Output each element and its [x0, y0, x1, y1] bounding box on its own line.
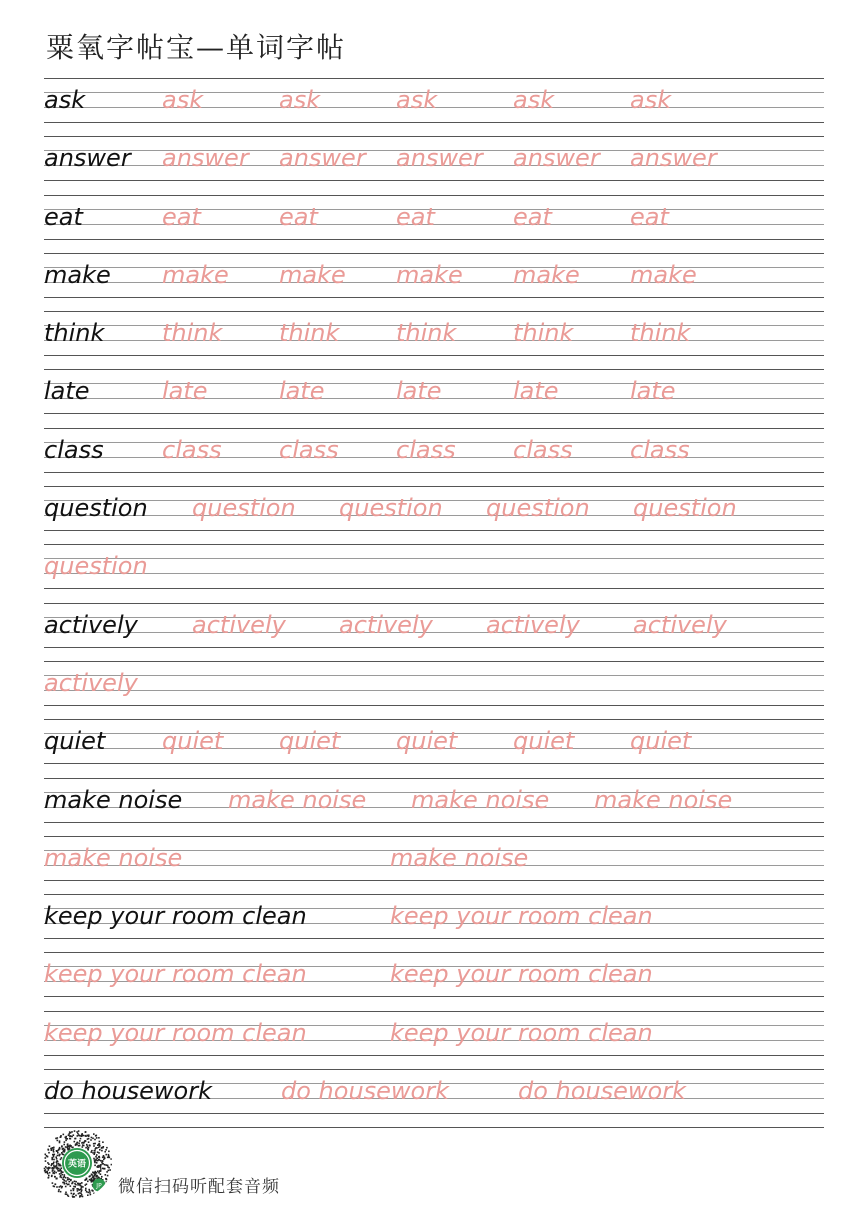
- model-word: answer: [44, 144, 131, 173]
- practice-row: [44, 136, 824, 194]
- model-word: actively: [44, 610, 138, 639]
- practice-row: [44, 719, 824, 777]
- trace-word: think: [396, 319, 457, 348]
- ruled-line: [44, 705, 824, 706]
- qr-code-icon[interactable]: [42, 1128, 112, 1198]
- trace-word: actively: [44, 668, 138, 697]
- trace-word: actively: [633, 610, 727, 639]
- trace-word: make noise: [390, 843, 529, 872]
- trace-word: quiet: [162, 727, 224, 756]
- ruled-line: [44, 938, 824, 939]
- ruled-line: [44, 195, 824, 196]
- trace-word: ask: [630, 86, 672, 114]
- ruled-line: [44, 253, 824, 254]
- trace-word: ask: [279, 86, 321, 114]
- ruled-line: [44, 486, 824, 487]
- trace-word: keep your room clean: [44, 1018, 307, 1047]
- ruled-line: [44, 822, 824, 823]
- practice-row: [44, 778, 824, 836]
- ruled-line: [44, 544, 824, 545]
- trace-word: class: [630, 435, 690, 464]
- practice-row: [44, 836, 824, 894]
- practice-row: [44, 428, 824, 486]
- trace-word: make: [630, 260, 697, 289]
- trace-word: answer: [513, 144, 600, 173]
- qr-badge-text: 英语: [67, 1159, 87, 1170]
- model-word: class: [44, 435, 104, 464]
- ruled-line: [44, 836, 824, 837]
- model-word: quiet: [44, 727, 106, 756]
- ruled-line: [44, 1113, 824, 1114]
- ruled-line: [44, 661, 824, 662]
- ruled-line: [44, 588, 824, 589]
- trace-word: question: [44, 552, 148, 581]
- practice-row: [44, 894, 824, 952]
- trace-word: keep your room clean: [390, 1018, 653, 1047]
- trace-word: ask: [513, 86, 555, 114]
- trace-word: quiet: [513, 727, 575, 756]
- practice-row: [44, 195, 824, 253]
- model-word: keep your room clean: [44, 902, 307, 931]
- ruled-line: [44, 428, 824, 429]
- ruled-line: [44, 122, 824, 123]
- practice-row: [44, 78, 824, 136]
- ruled-line: [44, 952, 824, 953]
- trace-word: late: [630, 377, 676, 406]
- model-word: make: [44, 260, 111, 289]
- ruled-line: [44, 1055, 824, 1056]
- ruled-line: [44, 530, 824, 531]
- practice-row: [44, 486, 824, 544]
- ruled-line: [44, 472, 824, 473]
- ruled-line: [44, 573, 824, 574]
- trace-word: quiet: [279, 727, 341, 756]
- ruled-line: [44, 413, 824, 414]
- practice-sheet: [44, 78, 824, 1128]
- ruled-line: [44, 1069, 824, 1070]
- ruled-line: [44, 603, 824, 604]
- ruled-line: [44, 778, 824, 779]
- trace-word: question: [486, 494, 590, 523]
- model-word: late: [44, 377, 90, 406]
- trace-word: make noise: [594, 785, 733, 814]
- trace-word: ask: [162, 86, 204, 114]
- footer: [42, 1128, 442, 1200]
- trace-word: think: [162, 319, 223, 348]
- trace-word: class: [396, 435, 456, 464]
- ruled-line: [44, 719, 824, 720]
- practice-row: [44, 952, 824, 1010]
- trace-word: answer: [279, 144, 366, 173]
- trace-word: answer: [630, 144, 717, 173]
- trace-word: late: [396, 377, 442, 406]
- page-title: 粟氧字帖宝—单词字帖: [46, 31, 347, 64]
- trace-word: class: [513, 435, 573, 464]
- trace-word: answer: [162, 144, 249, 173]
- trace-word: think: [513, 319, 574, 348]
- practice-row: [44, 311, 824, 369]
- trace-word: answer: [396, 144, 483, 173]
- trace-word: quiet: [630, 727, 692, 756]
- trace-word: late: [162, 377, 208, 406]
- ruled-line: [44, 239, 824, 240]
- model-word: ask: [44, 86, 86, 114]
- ruled-line: [44, 647, 824, 648]
- ruled-line: [44, 880, 824, 881]
- trace-word: make: [513, 260, 580, 289]
- footer-caption: 微信扫码听配套音频: [118, 1177, 280, 1197]
- model-word: question: [44, 494, 148, 523]
- trace-word: think: [279, 319, 340, 348]
- trace-word: make: [162, 260, 229, 289]
- trace-word: question: [339, 494, 443, 523]
- trace-word: eat: [396, 202, 435, 231]
- practice-row: [44, 544, 824, 602]
- trace-word: quiet: [396, 727, 458, 756]
- trace-word: make: [396, 260, 463, 289]
- ruled-line: [44, 369, 824, 370]
- ruled-line: [44, 78, 824, 79]
- trace-word: do housework: [281, 1077, 449, 1106]
- trace-word: ask: [396, 86, 438, 114]
- trace-word: think: [630, 319, 691, 348]
- trace-word: late: [279, 377, 325, 406]
- trace-word: make noise: [228, 785, 367, 814]
- ruled-line: [44, 297, 824, 298]
- ruled-line: [44, 136, 824, 137]
- trace-word: late: [513, 377, 559, 406]
- ruled-line: [44, 311, 824, 312]
- ruled-line: [44, 675, 824, 676]
- ruled-line: [44, 996, 824, 997]
- trace-word: eat: [513, 202, 552, 231]
- trace-word: eat: [630, 202, 669, 231]
- ruled-line: [44, 355, 824, 356]
- trace-word: do housework: [518, 1077, 686, 1106]
- trace-word: eat: [279, 202, 318, 231]
- trace-word: keep your room clean: [44, 960, 307, 989]
- ruled-line: [44, 894, 824, 895]
- trace-word: make: [279, 260, 346, 289]
- trace-word: make noise: [44, 843, 183, 872]
- practice-row: [44, 661, 824, 719]
- trace-word: make noise: [411, 785, 550, 814]
- trace-word: question: [192, 494, 296, 523]
- trace-word: keep your room clean: [390, 960, 653, 989]
- ruled-line: [44, 558, 824, 559]
- model-word: eat: [44, 202, 83, 231]
- trace-word: question: [633, 494, 737, 523]
- model-word: do housework: [44, 1077, 212, 1106]
- qr-small-badge: JP: [96, 1182, 102, 1190]
- practice-row: [44, 1011, 824, 1069]
- trace-word: class: [279, 435, 339, 464]
- ruled-line: [44, 1011, 824, 1012]
- model-word: make noise: [44, 785, 183, 814]
- model-word: think: [44, 319, 105, 348]
- trace-word: actively: [486, 610, 580, 639]
- practice-row: [44, 369, 824, 427]
- ruled-line: [44, 180, 824, 181]
- ruled-line: [44, 690, 824, 691]
- trace-word: class: [162, 435, 222, 464]
- trace-word: actively: [339, 610, 433, 639]
- trace-word: eat: [162, 202, 201, 231]
- trace-word: keep your room clean: [390, 902, 653, 931]
- trace-word: actively: [192, 610, 286, 639]
- practice-row: [44, 253, 824, 311]
- ruled-line: [44, 763, 824, 764]
- practice-row: [44, 1069, 824, 1127]
- practice-row: [44, 603, 824, 661]
